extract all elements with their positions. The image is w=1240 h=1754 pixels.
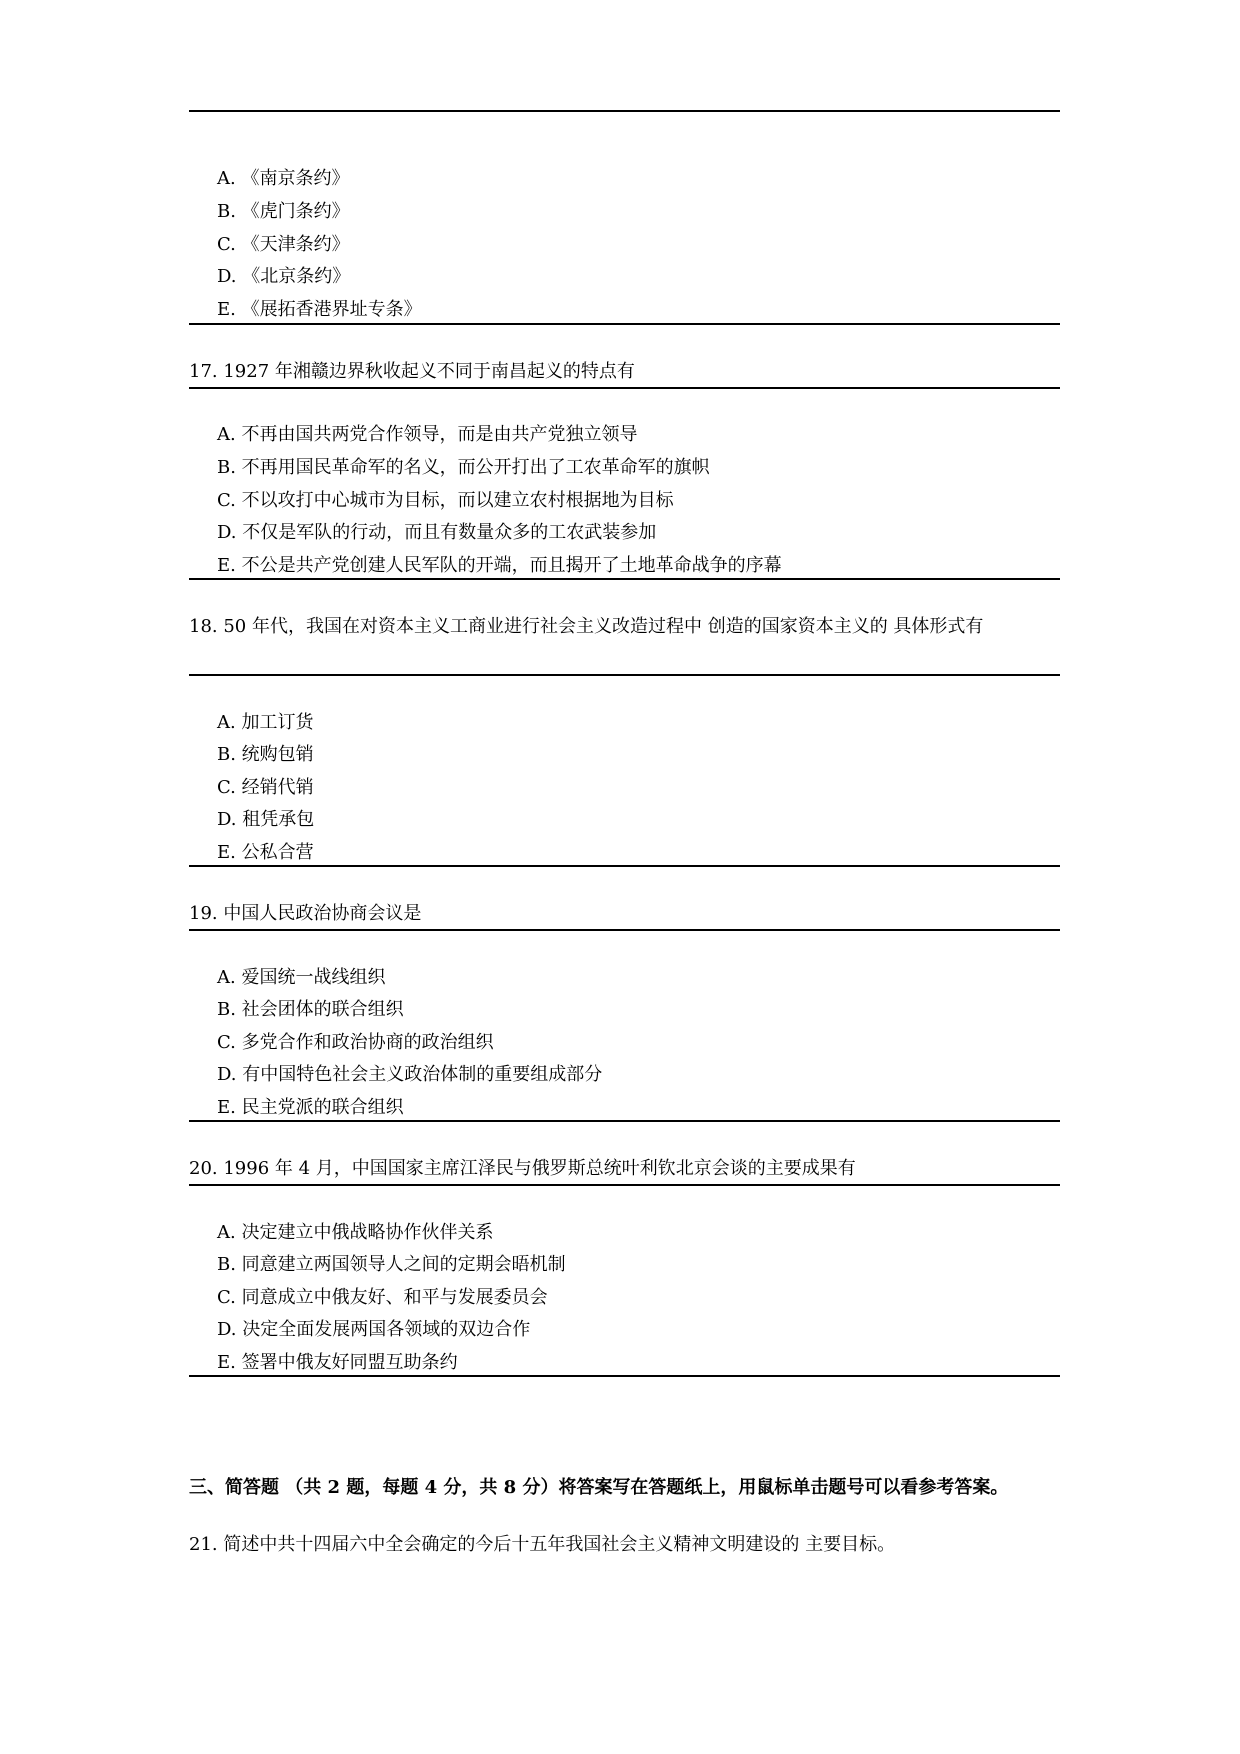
q17-option-c: C. 不以攻打中心城市为目标，而以建立农村根据地为目标	[217, 490, 674, 511]
q18-stem: 18. 50 年代，我国在对资本主义工商业进行社会主义改造过程中 创造的国家资本主义的 具体形式有	[189, 616, 984, 637]
q20-stem: 20. 1996 年 4 月，中国国家主席江泽民与俄罗斯总统叶利钦北京会谈的主要成果有	[189, 1158, 856, 1179]
top-divider	[189, 110, 1060, 112]
q19-stem: 19. 中国人民政治协商会议是	[189, 903, 422, 924]
q17-option-a: A. 不再由国共两党合作领导，而是由共产党独立领导	[217, 424, 638, 445]
q19-option-a: A. 爱国统一战线组织	[217, 967, 386, 988]
section-3-heading: 三、简答题 （共 2 题，每题 4 分，共 8 分）将答案写在答题纸上，用鼠标单击题号可以看参考答案。	[189, 1477, 1009, 1498]
q19-bottom-divider	[189, 1120, 1060, 1122]
q17-stem-divider	[189, 387, 1060, 389]
q16-option-e: E. 《展拓香港界址专条》	[217, 299, 422, 320]
q16-bottom-divider	[189, 323, 1060, 325]
q18-option-c: C. 经销代销	[217, 777, 314, 798]
q20-bottom-divider	[189, 1375, 1060, 1377]
q16-option-a: A. 《南京条约》	[217, 168, 350, 189]
q18-option-b: B. 统购包销	[217, 744, 314, 765]
q20-option-d: D. 决定全面发展两国各领域的双边合作	[217, 1319, 531, 1340]
q18-bottom-divider	[189, 865, 1060, 867]
q19-option-b: B. 社会团体的联合组织	[217, 999, 404, 1020]
q20-option-c: C. 同意成立中俄友好、和平与发展委员会	[217, 1287, 548, 1308]
q17-option-d: D. 不仅是军队的行动，而且有数量众多的工农武装参加	[217, 522, 657, 543]
q19-option-d: D. 有中国特色社会主义政治体制的重要组成部分	[217, 1064, 603, 1085]
q19-option-c: C. 多党合作和政治协商的政治组织	[217, 1032, 494, 1053]
q17-stem: 17. 1927 年湘赣边界秋收起义不同于南昌起义的特点有	[189, 361, 635, 382]
q16-option-b: B. 《虎门条约》	[217, 201, 350, 222]
q20-stem-divider	[189, 1184, 1060, 1186]
q18-option-d: D. 租凭承包	[217, 809, 315, 830]
q21-stem-link[interactable]: 21. 简述中共十四届六中全会确定的今后十五年我国社会主义精神文明建设的 主要目标。	[189, 1534, 896, 1555]
q16-option-c: C. 《天津条约》	[217, 234, 350, 255]
q20-option-a: A. 决定建立中俄战略协作伙伴关系	[217, 1222, 494, 1243]
q16-option-d: D. 《北京条约》	[217, 266, 351, 287]
q18-option-a: A. 加工订货	[217, 712, 314, 733]
q18-option-e: E. 公私合营	[217, 842, 314, 863]
q19-option-e: E. 民主党派的联合组织	[217, 1097, 404, 1118]
q20-option-e: E. 签署中俄友好同盟互助条约	[217, 1352, 458, 1373]
q18-stem-divider	[189, 674, 1060, 676]
q17-bottom-divider	[189, 578, 1060, 580]
q19-stem-divider	[189, 929, 1060, 931]
q20-option-b: B. 同意建立两国领导人之间的定期会晤机制	[217, 1254, 566, 1275]
q17-option-e: E. 不公是共产党创建人民军队的开端，而且揭开了土地革命战争的序幕	[217, 555, 782, 576]
q17-option-b: B. 不再用国民革命军的名义，而公开打出了工农革命军的旗帜	[217, 457, 710, 478]
